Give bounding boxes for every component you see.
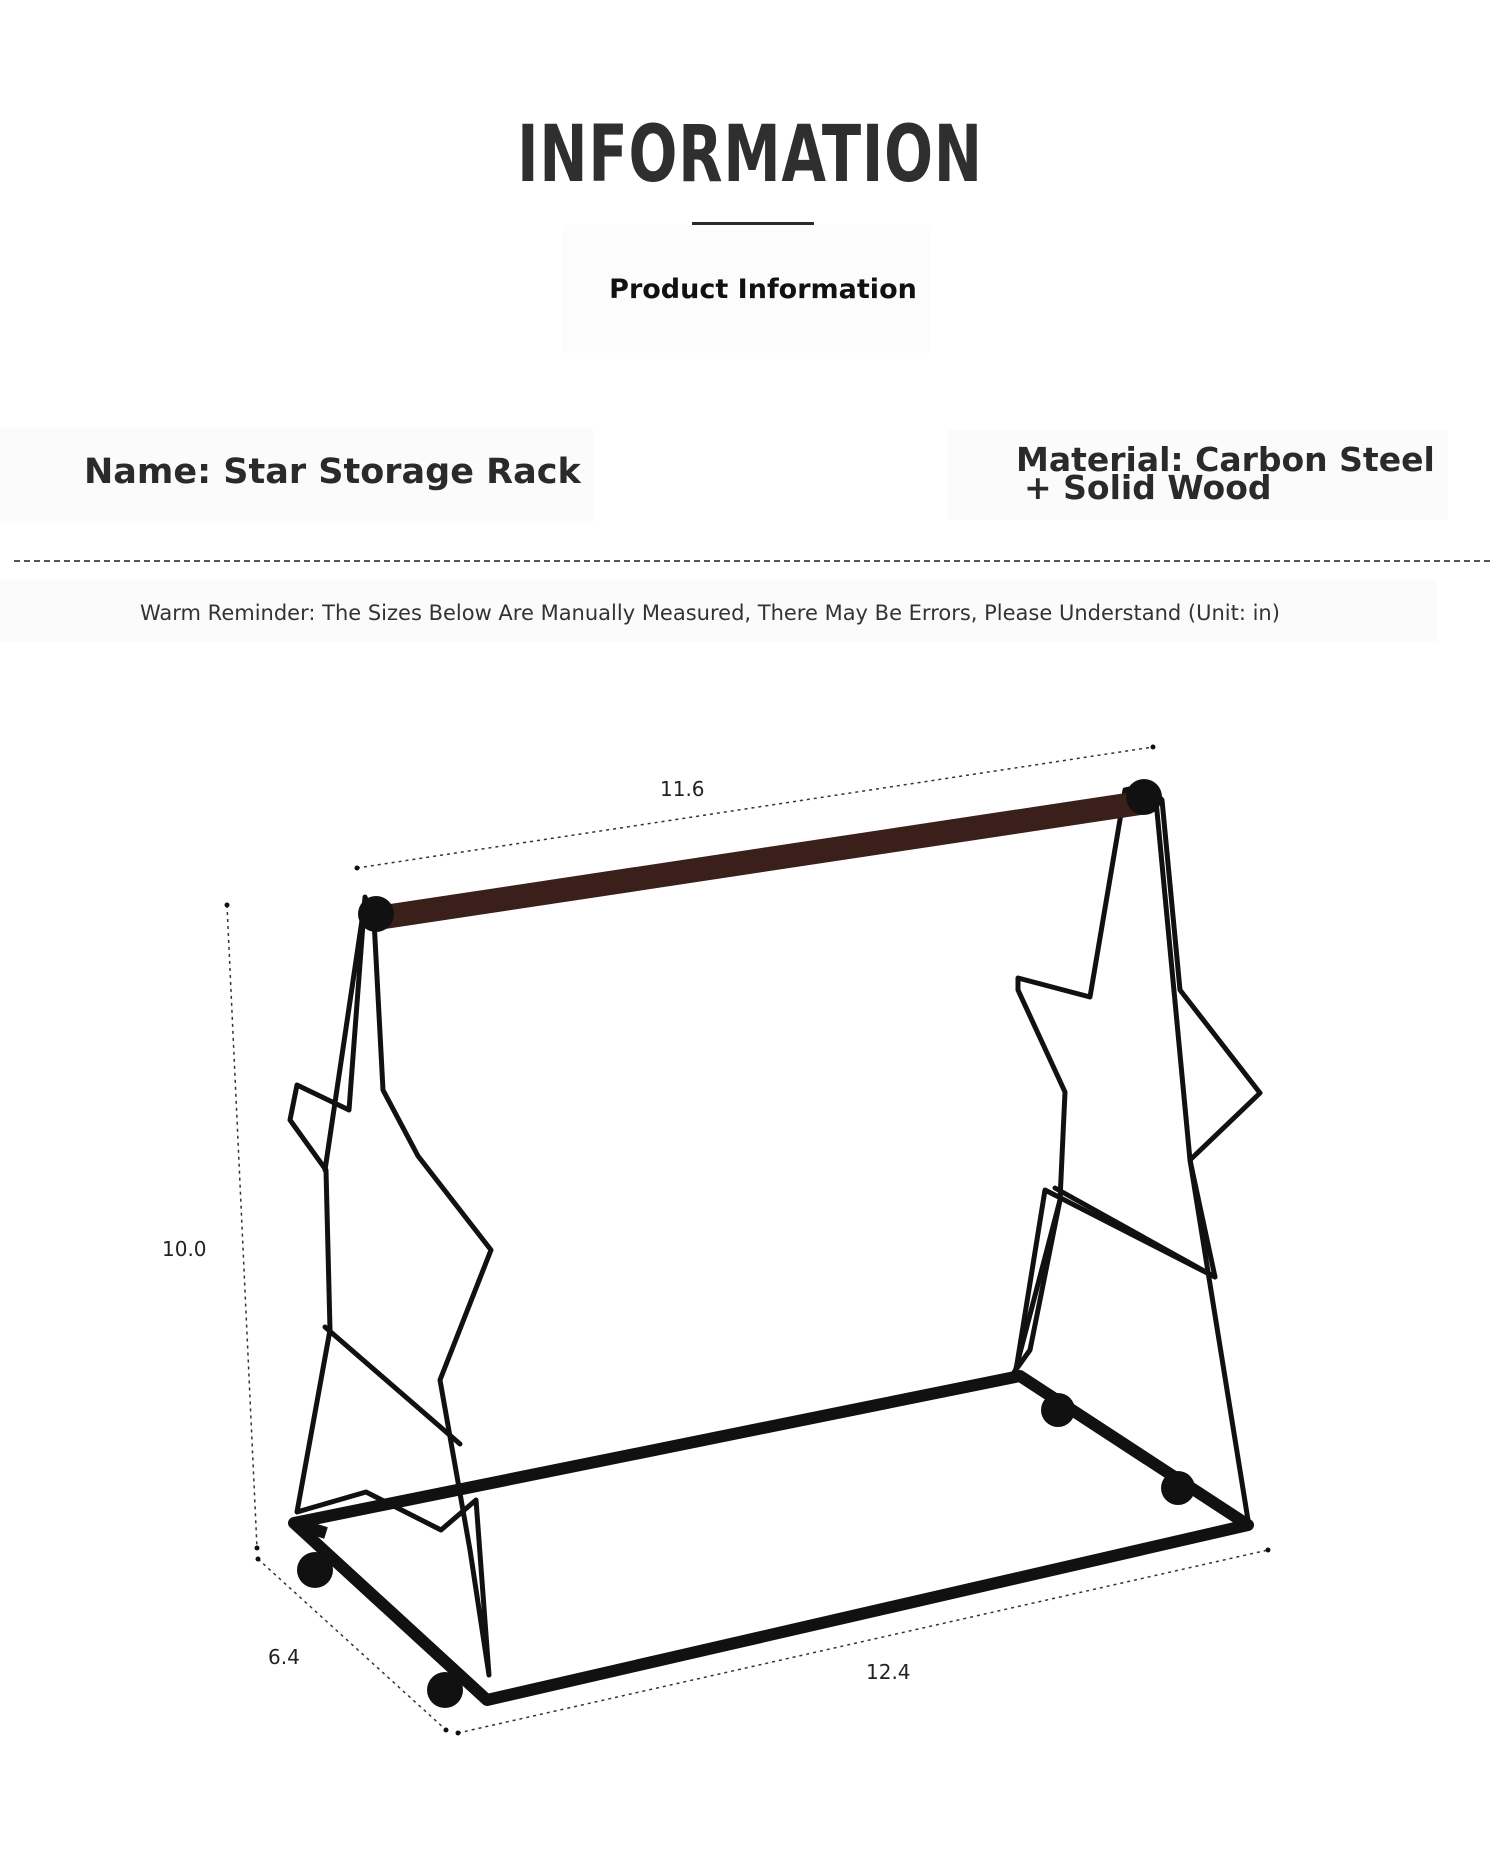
product-name: Name: Star Storage Rack — [84, 452, 581, 492]
left-upright — [325, 900, 365, 1170]
section-heading: INFORMATION — [517, 110, 983, 200]
wood-top-bar — [378, 803, 1140, 918]
right-rear-leg — [1190, 1160, 1248, 1520]
right-upright — [1155, 790, 1190, 1160]
dimension-height: 10.0 — [162, 1237, 207, 1261]
foot-rear-right — [1161, 1471, 1195, 1505]
right-brace — [1055, 1188, 1215, 1277]
dim-line-bottom — [458, 1550, 1268, 1733]
foot-front-left — [297, 1552, 333, 1588]
dimension-depth: 6.4 — [268, 1645, 300, 1669]
right-star-frame — [1010, 785, 1260, 1378]
material-line-2: + Solid Wood — [1024, 468, 1272, 507]
foot-front-right — [427, 1672, 463, 1708]
measurement-reminder: Warm Reminder: The Sizes Below Are Manually Measured, There May Be Errors, Please Understand (Unit: in) — [140, 601, 1280, 625]
dimension-top-length: 11.6 — [660, 777, 705, 801]
dim-line-height — [227, 905, 257, 1548]
section-subtitle: Product Information — [609, 274, 917, 305]
foot-rear-left — [1041, 1393, 1075, 1427]
base-left-rail — [300, 1530, 480, 1690]
dimension-bottom-length: 12.4 — [866, 1660, 911, 1684]
material-line-1: Material: Carbon Steel — [1016, 440, 1435, 479]
